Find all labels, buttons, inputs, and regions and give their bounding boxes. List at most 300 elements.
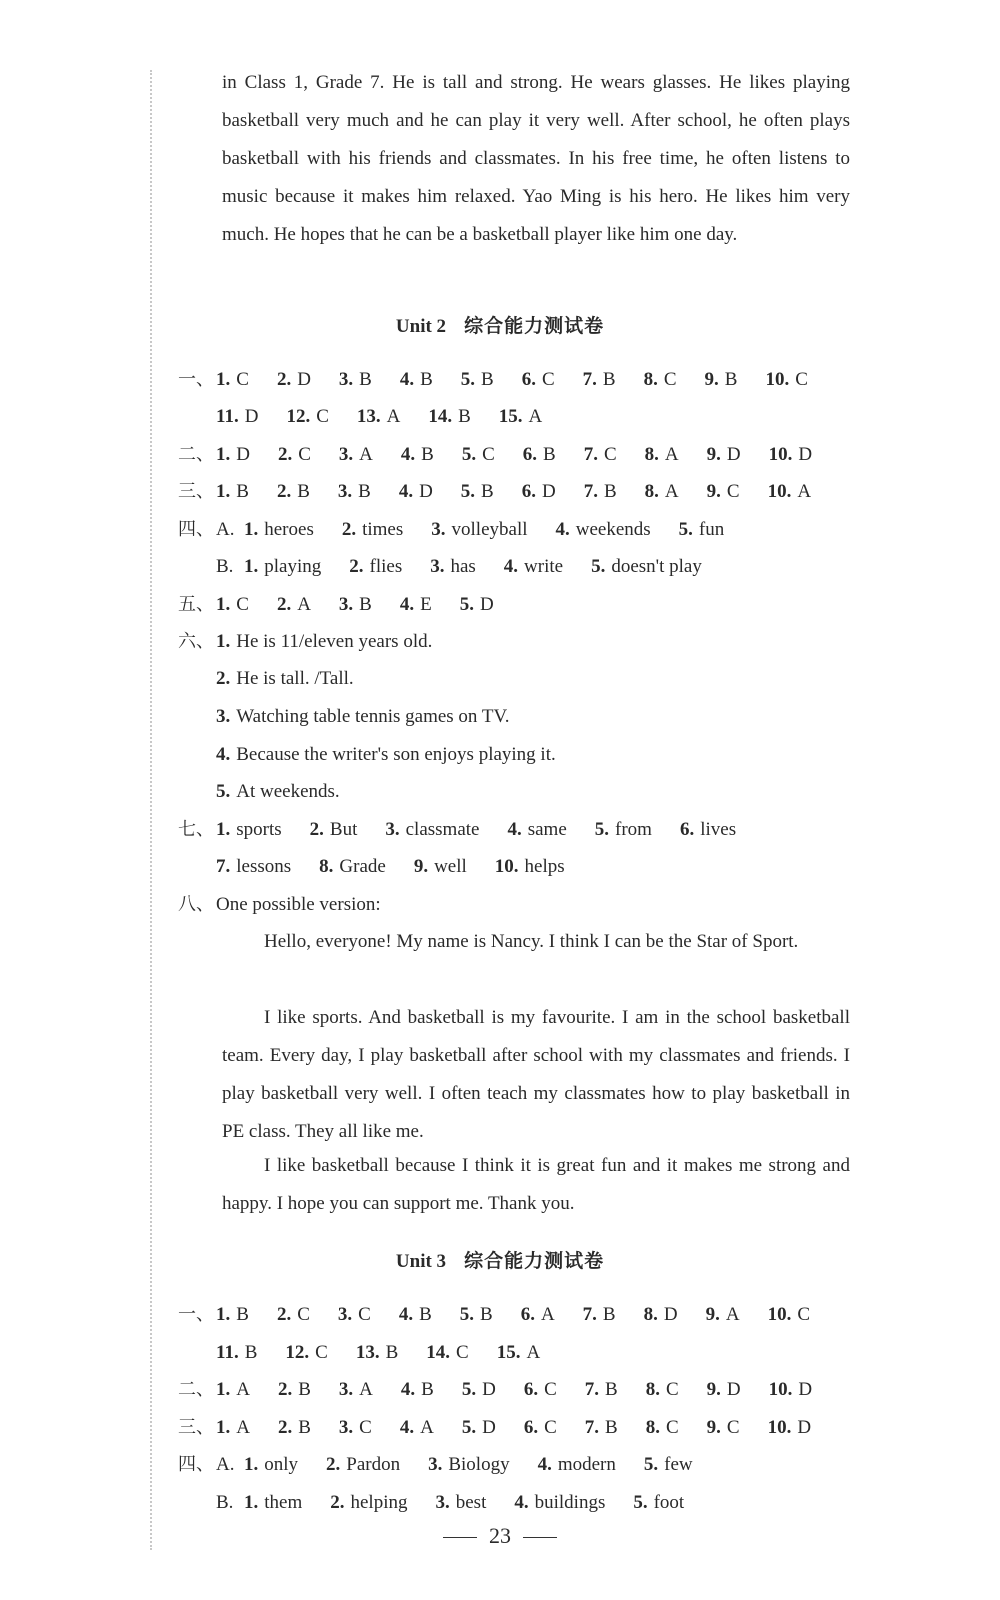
answer-item bbox=[320, 1490, 407, 1516]
answer-item bbox=[267, 1302, 310, 1328]
item-number: 4. bbox=[507, 819, 522, 840]
item-number: 4. bbox=[400, 444, 416, 465]
item-number: 2. bbox=[276, 1304, 292, 1325]
item-answer: B bbox=[359, 594, 372, 615]
item-answer: Pardon bbox=[346, 1454, 401, 1475]
item-number: 5. bbox=[461, 1379, 477, 1400]
answer-item bbox=[328, 479, 371, 505]
item-answer: volleyball bbox=[451, 519, 528, 540]
item-number: 5. bbox=[460, 481, 476, 502]
answer-item bbox=[697, 479, 740, 505]
item-number: 9. bbox=[706, 1417, 721, 1438]
answer-item bbox=[316, 1452, 400, 1478]
answer-item bbox=[329, 367, 372, 393]
item-number: 3. bbox=[385, 819, 400, 840]
section-label: 八、 bbox=[178, 894, 214, 915]
item-answer: A bbox=[236, 1379, 250, 1400]
intro-line: is his hero. He likes him very much. He hopes that he can be a bbox=[222, 186, 851, 245]
item-answer: B bbox=[480, 1304, 493, 1325]
item-answer: At weekends. bbox=[236, 781, 340, 802]
unit2-s6-item2 bbox=[216, 666, 354, 692]
item-number: 10. bbox=[767, 481, 792, 502]
answer-item bbox=[347, 404, 400, 430]
answer-item bbox=[452, 1415, 496, 1441]
answer-item bbox=[546, 517, 651, 543]
item-answer: weekends bbox=[575, 519, 651, 540]
answer-item bbox=[216, 1340, 257, 1366]
item-answer: B bbox=[236, 481, 249, 502]
page-number-dash bbox=[443, 1537, 477, 1538]
item-number: 3. bbox=[338, 1417, 354, 1438]
item-number: 1. bbox=[216, 819, 231, 840]
intro-line: basketball player like him one day. bbox=[472, 224, 738, 245]
answer-item bbox=[267, 592, 311, 618]
answer-item bbox=[267, 367, 311, 393]
item-answer: C bbox=[482, 444, 495, 465]
answer-item bbox=[758, 1302, 810, 1328]
answer-item bbox=[574, 479, 617, 505]
item-answer: B bbox=[605, 1379, 618, 1400]
intro-paragraph bbox=[222, 64, 850, 254]
item-number: 8. bbox=[643, 1304, 658, 1325]
item-answer: modern bbox=[557, 1454, 616, 1475]
section-label: 六、 bbox=[178, 631, 214, 652]
item-answer: foot bbox=[653, 1492, 685, 1513]
unit3-s4b-row bbox=[216, 1490, 702, 1516]
item-number: 2. bbox=[276, 369, 292, 390]
item-answer: times bbox=[362, 519, 404, 540]
unit2-s6-item5 bbox=[216, 779, 340, 805]
item-answer: But bbox=[329, 819, 358, 840]
intro-line: in Class 1, Grade 7. He is tall and strong. He wears glasses. He likes bbox=[222, 72, 786, 93]
unit3-title: Unit 3 bbox=[395, 1251, 447, 1272]
page-number-text: 23 bbox=[489, 1523, 511, 1548]
item-number: 4. bbox=[400, 1379, 416, 1400]
item-answer: C bbox=[297, 1304, 310, 1325]
item-number: 1. bbox=[216, 1379, 231, 1400]
item-number: 5. bbox=[678, 519, 693, 540]
item-number: 2. bbox=[341, 519, 357, 540]
item-number: 5. bbox=[633, 1492, 648, 1513]
unit2-s7-row2 bbox=[216, 854, 583, 880]
answer-item bbox=[390, 1415, 434, 1441]
answer-item bbox=[636, 1415, 679, 1441]
item-number: 13. bbox=[355, 1342, 380, 1363]
item-number: 5. bbox=[461, 444, 477, 465]
answer-item bbox=[489, 404, 542, 430]
answer-item bbox=[575, 1415, 618, 1441]
item-answer: D bbox=[663, 1304, 678, 1325]
item-number: 6. bbox=[520, 1304, 535, 1325]
item-answer: D bbox=[236, 444, 250, 465]
answer-item bbox=[421, 517, 527, 543]
item-number: 4. bbox=[399, 594, 415, 615]
page-number-dash bbox=[523, 1537, 557, 1538]
item-number: 4. bbox=[555, 519, 570, 540]
section-label: 一、 bbox=[178, 1304, 214, 1325]
answer-item bbox=[485, 854, 565, 880]
answer-item bbox=[404, 854, 467, 880]
section-label: 三、 bbox=[178, 1417, 214, 1438]
item-answer: B bbox=[481, 481, 494, 502]
answer-item bbox=[216, 854, 291, 880]
item-answer: A bbox=[540, 1304, 555, 1325]
item-number: 5. bbox=[591, 556, 606, 577]
answer-item bbox=[328, 1302, 371, 1328]
item-answer: B bbox=[421, 444, 434, 465]
item-answer: E bbox=[420, 594, 432, 615]
item-answer: C bbox=[544, 1417, 557, 1438]
section-label: 四、 bbox=[178, 519, 214, 540]
item-answer: D bbox=[797, 1417, 812, 1438]
item-answer: buildings bbox=[534, 1492, 606, 1513]
item-number: 14. bbox=[428, 406, 453, 427]
item-answer: D bbox=[726, 444, 741, 465]
item-answer: A bbox=[528, 406, 543, 427]
item-answer: well bbox=[434, 856, 467, 877]
answer-item bbox=[634, 1452, 693, 1478]
item-number: 6. bbox=[522, 444, 538, 465]
item-number: 8. bbox=[319, 856, 334, 877]
item-answer: C bbox=[358, 1304, 371, 1325]
answer-item bbox=[391, 442, 434, 468]
section-label: 三、 bbox=[178, 481, 214, 502]
item-number: 3. bbox=[430, 556, 445, 577]
item-number: 4. bbox=[399, 1417, 415, 1438]
item-number: 4. bbox=[399, 369, 415, 390]
unit2-s2-row bbox=[178, 442, 830, 468]
answer-item bbox=[216, 404, 258, 430]
item-number: 6. bbox=[523, 1417, 539, 1438]
item-answer: B bbox=[297, 481, 310, 502]
item-number: 4. bbox=[503, 556, 519, 577]
item-number: 3. bbox=[338, 369, 354, 390]
answer-item bbox=[268, 1415, 311, 1441]
answer-item bbox=[375, 817, 479, 843]
answer-item bbox=[451, 367, 494, 393]
item-answer: A bbox=[664, 481, 679, 502]
item-answer: sports bbox=[236, 819, 282, 840]
answer-item bbox=[512, 367, 555, 393]
item-number: 9. bbox=[413, 856, 429, 877]
item-number: 4. bbox=[537, 1454, 552, 1475]
item-number: 6. bbox=[679, 819, 695, 840]
item-answer: D bbox=[798, 1379, 813, 1400]
item-answer: C bbox=[316, 406, 329, 427]
item-answer: only bbox=[264, 1454, 299, 1475]
answer-item bbox=[450, 592, 494, 618]
answer-item bbox=[451, 479, 494, 505]
item-number: 7. bbox=[583, 444, 598, 465]
intro-line: time, he often listens to music because it makes him relaxed. Yao Ming bbox=[222, 148, 851, 207]
item-answer: A bbox=[297, 594, 311, 615]
item-answer: A bbox=[797, 481, 812, 502]
item-number: 7. bbox=[584, 1379, 600, 1400]
answer-item bbox=[695, 367, 738, 393]
item-answer: A bbox=[359, 1379, 373, 1400]
answer-item bbox=[636, 1377, 679, 1403]
item-number: 11. bbox=[216, 1342, 239, 1363]
answer-item bbox=[581, 554, 702, 580]
answer-item bbox=[418, 404, 470, 430]
item-answer: few bbox=[664, 1454, 693, 1475]
item-number: 7. bbox=[584, 1417, 600, 1438]
item-number: 3. bbox=[428, 1454, 443, 1475]
answer-item bbox=[452, 1377, 496, 1403]
unit2-title: Unit 2 bbox=[395, 316, 447, 337]
answer-item bbox=[504, 1490, 605, 1516]
answer-item bbox=[329, 592, 372, 618]
answer-item bbox=[329, 1415, 372, 1441]
item-number: 12. bbox=[286, 406, 311, 427]
answer-item bbox=[450, 1302, 493, 1328]
item-number: 2. bbox=[277, 1417, 293, 1438]
intro-line: he often plays basketball with his friends and classmates. In his free bbox=[222, 110, 851, 169]
item-number: 1. bbox=[216, 594, 231, 615]
answer-item bbox=[669, 517, 725, 543]
item-answer: heroes bbox=[264, 519, 314, 540]
answer-item bbox=[268, 1377, 311, 1403]
item-number: 8. bbox=[645, 1417, 660, 1438]
answer-item bbox=[390, 592, 432, 618]
item-number: 2. bbox=[277, 1379, 293, 1400]
answer-item bbox=[755, 367, 807, 393]
item-answer: D bbox=[482, 1417, 496, 1438]
item-answer: B bbox=[244, 1342, 258, 1363]
item-answer: B bbox=[359, 369, 372, 390]
item-number: 6. bbox=[523, 1379, 539, 1400]
item-answer: flies bbox=[369, 556, 403, 577]
item-number: 9. bbox=[705, 1304, 720, 1325]
answer-item bbox=[670, 817, 736, 843]
item-answer: A bbox=[359, 444, 373, 465]
item-answer: C bbox=[236, 369, 249, 390]
answer-item bbox=[244, 1490, 302, 1516]
answer-item bbox=[389, 1302, 432, 1328]
answer-item bbox=[511, 1302, 555, 1328]
item-number: 9. bbox=[706, 481, 721, 502]
item-answer: D bbox=[479, 594, 494, 615]
unit3-s3-row bbox=[178, 1415, 829, 1441]
unit3-title-cn: 综合能力测试卷 bbox=[464, 1250, 605, 1272]
item-answer: write bbox=[524, 556, 564, 577]
item-number: 1. bbox=[216, 369, 231, 390]
answer-item bbox=[487, 1340, 540, 1366]
unit2-s4b-row bbox=[216, 554, 720, 580]
item-number: 10. bbox=[767, 1304, 792, 1325]
item-number: 3. bbox=[338, 444, 354, 465]
answer-item bbox=[275, 1340, 327, 1366]
answer-item bbox=[329, 1377, 373, 1403]
item-answer: A bbox=[236, 1417, 250, 1438]
answer-item bbox=[309, 854, 386, 880]
answer-item bbox=[216, 592, 249, 618]
item-number: 9. bbox=[704, 369, 719, 390]
answer-item bbox=[216, 1377, 250, 1403]
answer-item bbox=[574, 442, 617, 468]
unit2-s6-item1 bbox=[178, 629, 432, 655]
item-number: 1. bbox=[216, 1417, 231, 1438]
item-answer: lives bbox=[700, 819, 737, 840]
unit2-s5-row bbox=[178, 592, 512, 618]
item-answer: same bbox=[527, 819, 567, 840]
item-number: 3. bbox=[216, 706, 231, 727]
answer-item bbox=[216, 1415, 250, 1441]
item-answer: playing bbox=[264, 556, 322, 577]
answer-item bbox=[216, 817, 282, 843]
answer-item bbox=[390, 367, 433, 393]
item-number: 1. bbox=[244, 1454, 259, 1475]
item-number: 7. bbox=[582, 1304, 597, 1325]
answer-item bbox=[268, 442, 311, 468]
answer-item bbox=[513, 442, 556, 468]
item-answer: B bbox=[603, 481, 617, 502]
unit2-s6-item3 bbox=[216, 704, 509, 730]
answer-item bbox=[452, 442, 495, 468]
answer-item bbox=[585, 817, 652, 843]
item-number: 4. bbox=[216, 744, 231, 765]
item-number: 2. bbox=[330, 1492, 345, 1513]
item-answer: Because the writer's son enjoys playing it. bbox=[236, 744, 556, 765]
item-answer: C bbox=[236, 594, 249, 615]
unit3-s1-row1 bbox=[178, 1302, 828, 1328]
section-label: 七、 bbox=[178, 819, 214, 840]
answer-item bbox=[623, 1490, 684, 1516]
answer-item bbox=[759, 1377, 812, 1403]
answer-item bbox=[528, 1452, 616, 1478]
margin-dotted-rule bbox=[150, 70, 152, 1550]
answer-item bbox=[697, 1415, 740, 1441]
intro-line: playing basketball very much and he can play it very well. After school, bbox=[222, 72, 850, 131]
item-number: 2. bbox=[326, 1454, 341, 1475]
answer-item bbox=[696, 1302, 740, 1328]
section-label: 四、 bbox=[178, 1454, 214, 1475]
answer-item bbox=[389, 479, 433, 505]
unit2-s1-row2 bbox=[216, 404, 560, 430]
essay-paragraph: I like basketball because I think it is great fun and it makes me strong and happy. I hope you can support me. Thank you. bbox=[222, 1155, 850, 1214]
unit2-s7-row1 bbox=[178, 817, 754, 843]
item-number: 1. bbox=[216, 481, 231, 502]
item-number: 8. bbox=[644, 444, 659, 465]
item-number: 2. bbox=[309, 819, 324, 840]
item-answer: D bbox=[244, 406, 259, 427]
answer-item bbox=[426, 1490, 487, 1516]
item-number: 10. bbox=[768, 444, 793, 465]
item-number: 15. bbox=[496, 1342, 521, 1363]
answer-item bbox=[216, 479, 249, 505]
answer-item bbox=[332, 517, 403, 543]
item-answer: C bbox=[797, 1304, 811, 1325]
item-answer: from bbox=[615, 819, 652, 840]
item-answer: doesn't play bbox=[611, 556, 702, 577]
item-answer: D bbox=[419, 481, 433, 502]
item-number: 13. bbox=[356, 406, 381, 427]
answer-item bbox=[216, 1302, 249, 1328]
item-answer: B bbox=[298, 1417, 311, 1438]
unit2-heading bbox=[0, 312, 1000, 341]
item-answer: A bbox=[526, 1342, 541, 1363]
item-number: 15. bbox=[498, 406, 523, 427]
answer-item bbox=[758, 1415, 811, 1441]
answer-item bbox=[635, 442, 679, 468]
item-number: 14. bbox=[426, 1342, 451, 1363]
item-answer: helps bbox=[524, 856, 565, 877]
answer-item bbox=[416, 1340, 468, 1366]
section-label: 五、 bbox=[178, 594, 214, 615]
answer-item bbox=[276, 404, 328, 430]
item-answer: D bbox=[726, 1379, 741, 1400]
item-number: 9. bbox=[706, 1379, 721, 1400]
answer-item bbox=[244, 1452, 298, 1478]
item-number: 3. bbox=[337, 481, 353, 502]
item-answer: C bbox=[298, 444, 311, 465]
item-answer: B bbox=[298, 1379, 311, 1400]
answer-item bbox=[494, 554, 563, 580]
item-answer: D bbox=[541, 481, 556, 502]
item-number: 4. bbox=[398, 481, 414, 502]
answer-item bbox=[573, 367, 616, 393]
item-answer: them bbox=[264, 1492, 303, 1513]
item-number: 3. bbox=[431, 519, 446, 540]
unit2-s8-intro bbox=[178, 892, 381, 918]
item-answer: C bbox=[541, 369, 555, 390]
unit2-s1-row1 bbox=[178, 367, 826, 393]
item-answer: A bbox=[664, 444, 679, 465]
item-number: 3. bbox=[435, 1492, 450, 1513]
answer-item bbox=[514, 1415, 557, 1441]
unit3-s1-row2 bbox=[216, 1340, 558, 1366]
answer-item bbox=[339, 554, 402, 580]
item-number: 3. bbox=[338, 594, 354, 615]
item-answer: helping bbox=[350, 1492, 408, 1513]
item-answer: B bbox=[420, 369, 433, 390]
answer-item bbox=[634, 367, 677, 393]
item-answer: A bbox=[420, 1417, 434, 1438]
answer-item bbox=[697, 442, 741, 468]
item-number: 5. bbox=[461, 1417, 477, 1438]
item-number: 5. bbox=[594, 819, 610, 840]
unit2-s3-row bbox=[178, 479, 829, 505]
item-number: 1. bbox=[216, 444, 231, 465]
answer-item bbox=[216, 442, 250, 468]
item-answer: C bbox=[456, 1342, 469, 1363]
item-number: 8. bbox=[643, 369, 658, 390]
item-number: 1. bbox=[216, 631, 231, 652]
item-answer: B bbox=[458, 406, 471, 427]
answer-item bbox=[418, 1452, 509, 1478]
item-answer: D bbox=[482, 1379, 496, 1400]
answer-item bbox=[329, 442, 373, 468]
item-number: 1. bbox=[216, 1304, 231, 1325]
item-answer: B bbox=[602, 1304, 616, 1325]
item-number: 2. bbox=[276, 481, 292, 502]
item-answer: C bbox=[665, 1379, 679, 1400]
answer-item bbox=[634, 1302, 678, 1328]
answer-item bbox=[244, 554, 321, 580]
unit3-s2-row bbox=[178, 1377, 830, 1403]
item-answer: C bbox=[726, 1417, 740, 1438]
subsection-label: B. bbox=[216, 556, 234, 577]
item-answer: He is 11/eleven years old. bbox=[236, 631, 433, 652]
item-answer: C bbox=[603, 444, 617, 465]
item-answer: C bbox=[315, 1342, 328, 1363]
unit2-s6-item4 bbox=[216, 742, 556, 768]
answer-item bbox=[267, 479, 310, 505]
item-number: 1. bbox=[244, 556, 259, 577]
item-answer: B bbox=[385, 1342, 399, 1363]
item-answer: B bbox=[724, 369, 738, 390]
item-answer: B bbox=[543, 444, 556, 465]
